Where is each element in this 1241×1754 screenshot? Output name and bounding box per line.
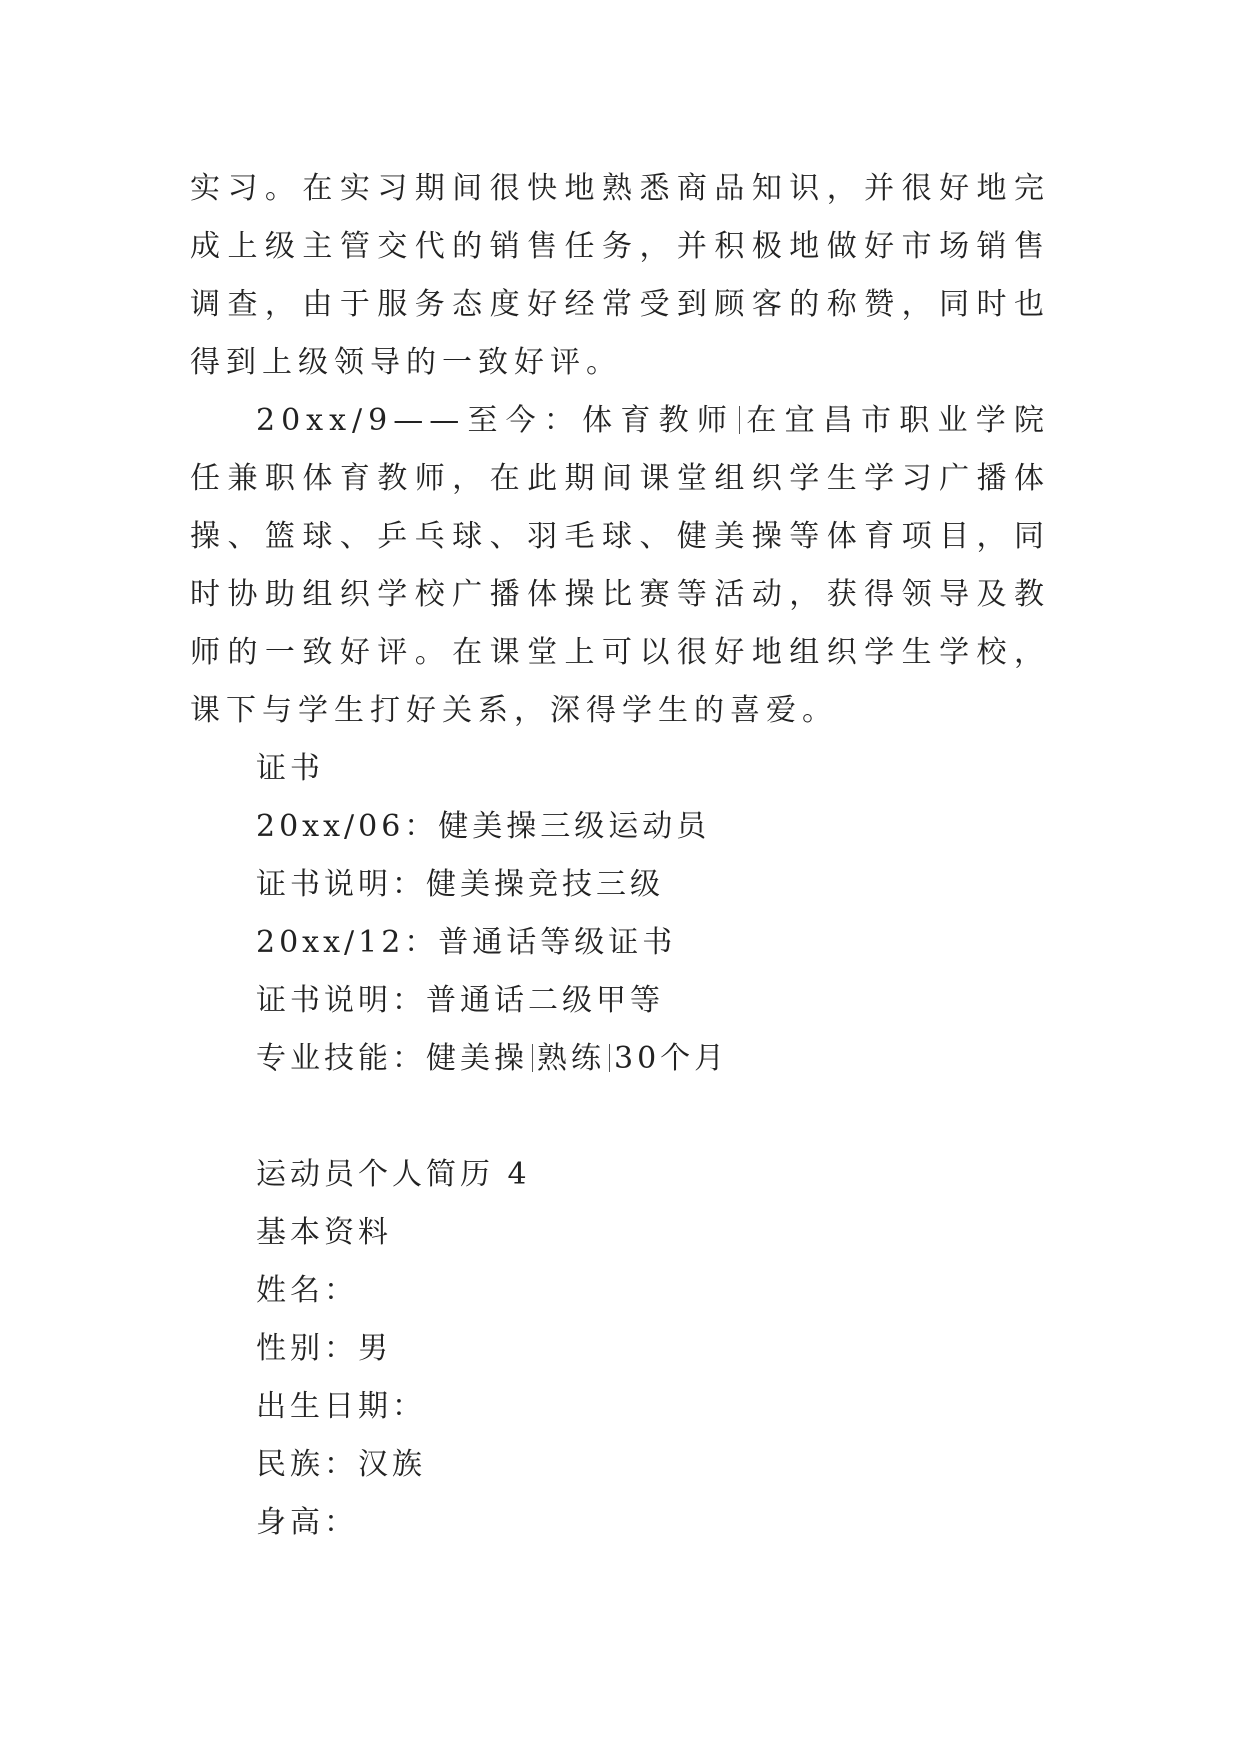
skills-line [190,1030,1050,1088]
certificate-line: 证书说明：普通话二级甲等 [256,983,664,1018]
skills-label: 专业技能：健美操 [256,1041,528,1076]
certificate-line: 20xx/06：健美操三级运动员 [256,809,711,844]
section-spacer [190,1088,1050,1146]
field-birthdate: 出生日期： [256,1389,426,1424]
section-heading: 基本资料 [256,1215,392,1250]
pe-teacher-period: 20xx/9——至今：体育教师 [256,403,736,438]
certificate-line: 20xx/12：普通话等级证书 [256,925,677,960]
certificate-line: 证书说明：健美操竞技三级 [256,867,664,902]
field-ethnicity: 民族：汉族 [256,1447,426,1482]
field-name: 姓名： [256,1273,358,1308]
field-height: 身高： [256,1505,358,1540]
resume-title: 运动员个人简历 4 [256,1157,531,1192]
field-gender: 性别：男 [256,1331,392,1366]
separator-bar [532,1044,533,1072]
paragraph-internship: 实习。在实习期间很快地熟悉商品知识，并很好地完成上级主管交代的销售任务，并积极地做好市场销售调查，由于服务态度好经常受到顾客的称赞，同时也得到上级领导的一致好评。 [190,171,1050,380]
document-body [190,160,1050,1552]
separator-bar [609,1044,610,1072]
skills-duration: 30个月 [614,1041,729,1076]
paragraph-pe-teacher [190,392,1050,740]
separator-bar [739,406,740,434]
skills-level: 熟练 [537,1041,605,1076]
pe-teacher-description: 在宜昌市职业学院任兼职体育教师，在此期间课堂组织学生学习广播体操、篮球、乒乓球、羽毛球、健美操等体育项目，同时协助组织学校广播体操比赛等活动，获得领导及教师的一致好评。在课堂上可以很好地组织学生学校，课下与学生打好关系，深得学生的喜爱。 [190,403,1050,728]
certificates-heading: 证书 [256,751,324,786]
